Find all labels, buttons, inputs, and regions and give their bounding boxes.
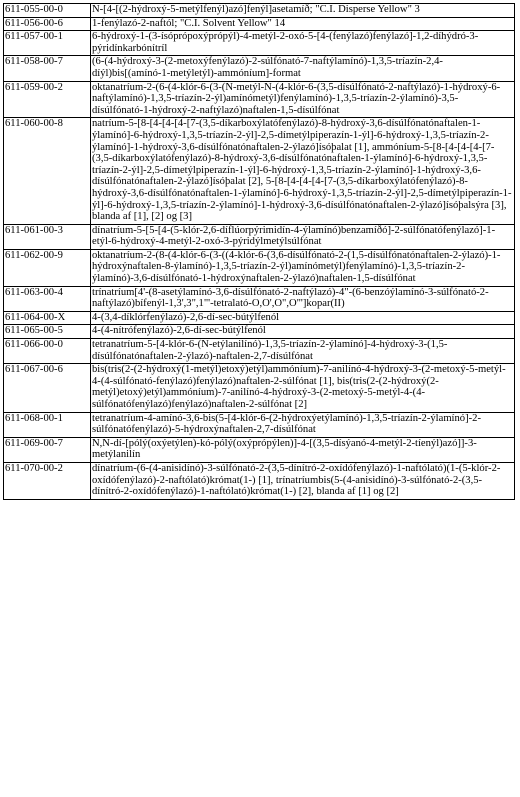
- index-number-cell: 611-062-00-9: [4, 249, 91, 286]
- chemical-name-cell: N-[4-[(2-hýdroxý-5-metýlfenýl)azó]fenýl]asetamíð; "C.I. Disperse Yellow" 3: [91, 4, 515, 18]
- table-row: [4, 286, 515, 311]
- table-row: [4, 118, 515, 224]
- chemical-name-cell: (6-(4-hýdroxý-3-(2-metoxýfenýlazó)-2-súlfónató-7-naftýlamínó)-1,3,5-tríazín-2,4-díýl)bis[(amínó-1-metýletýl)-ammóníum]-format: [91, 56, 515, 81]
- chemical-name-cell: bis(tris(2-(2-hýdroxý(1-metýl)etoxý)etýl)ammóníum)-7-anilínó-4-hýdroxý-3-(2-metoxý-5-metýl-4-(4-súlfónató-fenýlazó)fenýlazó)naftalen-2-súlfónat [1], bis(tris(2-(2-hýdroxý(2-metýl)etoxý)etýl)ammóníum)-7-anilínó-4-hýdroxý-3-(2-metoxý-5-metýl-4-(4-súlfónatófenýlazó)fenýlazó)naftalen-2-súlfónat [2]: [91, 364, 515, 412]
- index-number-cell: 611-060-00-8: [4, 118, 91, 224]
- index-number-cell: 611-058-00-7: [4, 56, 91, 81]
- index-number-cell: 611-069-00-7: [4, 437, 91, 462]
- table-row: [4, 462, 515, 499]
- substance-register: [3, 3, 515, 500]
- chemical-name-cell: N,N-dí-[pólý(oxýetýlen)-kó-pólý(oxýprópýlen)]-4-[(3,5-dísýanó-4-metýl-2-tíenýl)azó]]-3-metýlanilín: [91, 437, 515, 462]
- table-row: [4, 412, 515, 437]
- index-number-cell: 611-067-00-6: [4, 364, 91, 412]
- chemical-name-cell: 4-(4-nítrófenýlazó)-2,6-dí-sec-bútýlfenól: [91, 325, 515, 339]
- table-row: [4, 311, 515, 325]
- table-row: [4, 437, 515, 462]
- table-row: [4, 31, 515, 56]
- chemical-name-cell: natríum-5-[8-[4-[4-[4-[7-(3,5-díkarboxýlatófenýlazó)-8-hýdroxý-3,6-dísúlfónatónaftalen-1-ýlamínó]-6-hýdroxý-1,3,5-tríazín-2-ýl]-2,5-dímetýlpiperazín-1-ýl]-6-hýdroxý-1,3,5-tríazín-2-ýlamínó]-1-hýdroxý-3,6-dísúlfónatónaftalen-2-ýlazó]ísóþalat [1], ammóníum-5-[8-[4-[4-[4-[7-(3,5-díkarboxýlatófenýlazó)-8-hýdroxý-3,6-dísúlfónatónaftalen-1-ýlamínó]-6-hýdroxý-1,3,5-tríazín-2-ýl]-2,5-dímetýlpiperazín-1-ýl]-6-hýdroxý-1,3,5-tríazín-2-ýlamínó]-1-hýdroxý-3,6-dísúlfónatónaftalen-2-ýlazó]ísóþalat [2], 5-[8-[4-[4-[4-[7-(3,5-díkarboxýlatófenýlazó)-8-hýdroxý-3,6-dísúlfónatónaftalen-1-ýlamínó]-6-hýdroxý-1,3,5-tríazín-2-ýl]-2,5-dímetýlpiperazín-1-ýl]-6-hýdroxý-1,3,5-tríazín-2-ýlamínó]-1-hýdroxý-3,6-dísúlfónatónaftalen-2-ýlazó]ísóþalsýra [3], blanda af [1], [2] og [3]: [91, 118, 515, 224]
- substance-table: [3, 3, 515, 500]
- chemical-name-cell: 1-fenýlazó-2-naftól; "C.I. Solvent Yellow" 14: [91, 17, 515, 31]
- table-row: [4, 249, 515, 286]
- chemical-name-cell: tetranatríum-4-amínó-3,6-bis(5-[4-klór-6-(2-hýdroxýetýlamínó)-1,3,5-tríazín-2-ýlamínó]-2-súlfónatófenýlazó)-5-hýdroxýnaftalen-2,7-dísúlfónat: [91, 412, 515, 437]
- chemical-name-cell: dínatríum-(6-(4-anisidínó)-3-súlfónató-2-(3,5-dínítró-2-oxídófenýlazó)-1-naftólató)(1-(5-klór-2-oxídófenýlazó)-2-naftólató)krómat(1-) [1], trínatríumbis(5-(4-anisidínó)-3-súlfónató-2-(3,5-dínítró-2-oxídófenýlazó)-1-naftólató)krómat(1-) [2], blanda af [1] og [2]: [91, 462, 515, 499]
- index-number-cell: 611-061-00-3: [4, 224, 91, 249]
- index-number-cell: 611-070-00-2: [4, 462, 91, 499]
- chemical-name-cell: trínatríum[4'-(8-asetýlamínó-3,6-dísúlfónató-2-naftýlazó)-4"-(6-benzóýlamínó-3-súlfónató-2-naftýlazó)bífenýl-1,3',3",1"'-tetralató-O,O',O",O"']kopar(II): [91, 286, 515, 311]
- chemical-name-cell: 4-(3,4-díklórfenýlazó)-2,6-dí-sec-bútýlfenól: [91, 311, 515, 325]
- table-row: [4, 364, 515, 412]
- table-row: [4, 17, 515, 31]
- chemical-name-cell: oktanatríum-2-(6-(4-klór-6-(3-(N-metýl-N-(4-klór-6-(3,5-dísúlfónató-2-naftýlazó)-1-hýdroxý-6-naftýlamínó)-1,3,5-tríazín-2-ýl)amínómetýl)fenýlamínó)-1,3,5-tríazín-2-ýlamínó)-3,5-dísúlfónató-1-hýdroxý-2-naftýlazó)naftalen-1,5-dísúlfónat: [91, 81, 515, 118]
- index-number-cell: 611-064-00-X: [4, 311, 91, 325]
- index-number-cell: 611-059-00-2: [4, 81, 91, 118]
- index-number-cell: 611-063-00-4: [4, 286, 91, 311]
- table-row: [4, 224, 515, 249]
- chemical-name-cell: tetranatríum-5-[4-klór-6-(N-etýlanilínó)-1,3,5-tríazín-2-ýlamínó]-4-hýdroxý-3-(1,5-dísúlfónatónaftalen-2-ýlazó)-naftalen-2,7-dísúlfónat: [91, 339, 515, 364]
- index-number-cell: 611-066-00-0: [4, 339, 91, 364]
- index-number-cell: 611-056-00-6: [4, 17, 91, 31]
- index-number-cell: 611-057-00-1: [4, 31, 91, 56]
- index-number-cell: 611-068-00-1: [4, 412, 91, 437]
- chemical-name-cell: dínatríum-5-[5-[4-(5-klór-2,6-díflúorpýrimidín-4-ýlamínó)benzamíðó]-2-súlfónatófenýlazó]-1-etýl-6-hýdroxý-4-metýl-2-oxó-3-pýridýlmetýlsúlfónat: [91, 224, 515, 249]
- table-row: [4, 81, 515, 118]
- table-row: [4, 4, 515, 18]
- table-body: [4, 4, 515, 500]
- table-row: [4, 325, 515, 339]
- index-number-cell: 611-055-00-0: [4, 4, 91, 18]
- table-row: [4, 56, 515, 81]
- index-number-cell: 611-065-00-5: [4, 325, 91, 339]
- chemical-name-cell: 6-hýdroxý-1-(3-ísóprópoxýprópýl)-4-metýl-2-oxó-5-[4-(fenýlazó)fenýlazó]-1,2-díhýdró-3-pýridínkarbónítríl: [91, 31, 515, 56]
- chemical-name-cell: oktanatríum-2-(8-(4-klór-6-(3-((4-klór-6-(3,6-dísúlfónató-2-(1,5-dísúlfónatónaftalen-2-ýlazó)-1-hýdroxýnaftalen-8-ýlamínó)-1,3,5-tríazín-2-ýl)amínómetýl)fenýlamínó)-1,3,5-tríazín-2-ýlamínó)-3,6-dísúlfónató-1-hýdroxýnaftalen-2-ýlazó)naftalen-1,5-dísúlfónat: [91, 249, 515, 286]
- table-row: [4, 339, 515, 364]
